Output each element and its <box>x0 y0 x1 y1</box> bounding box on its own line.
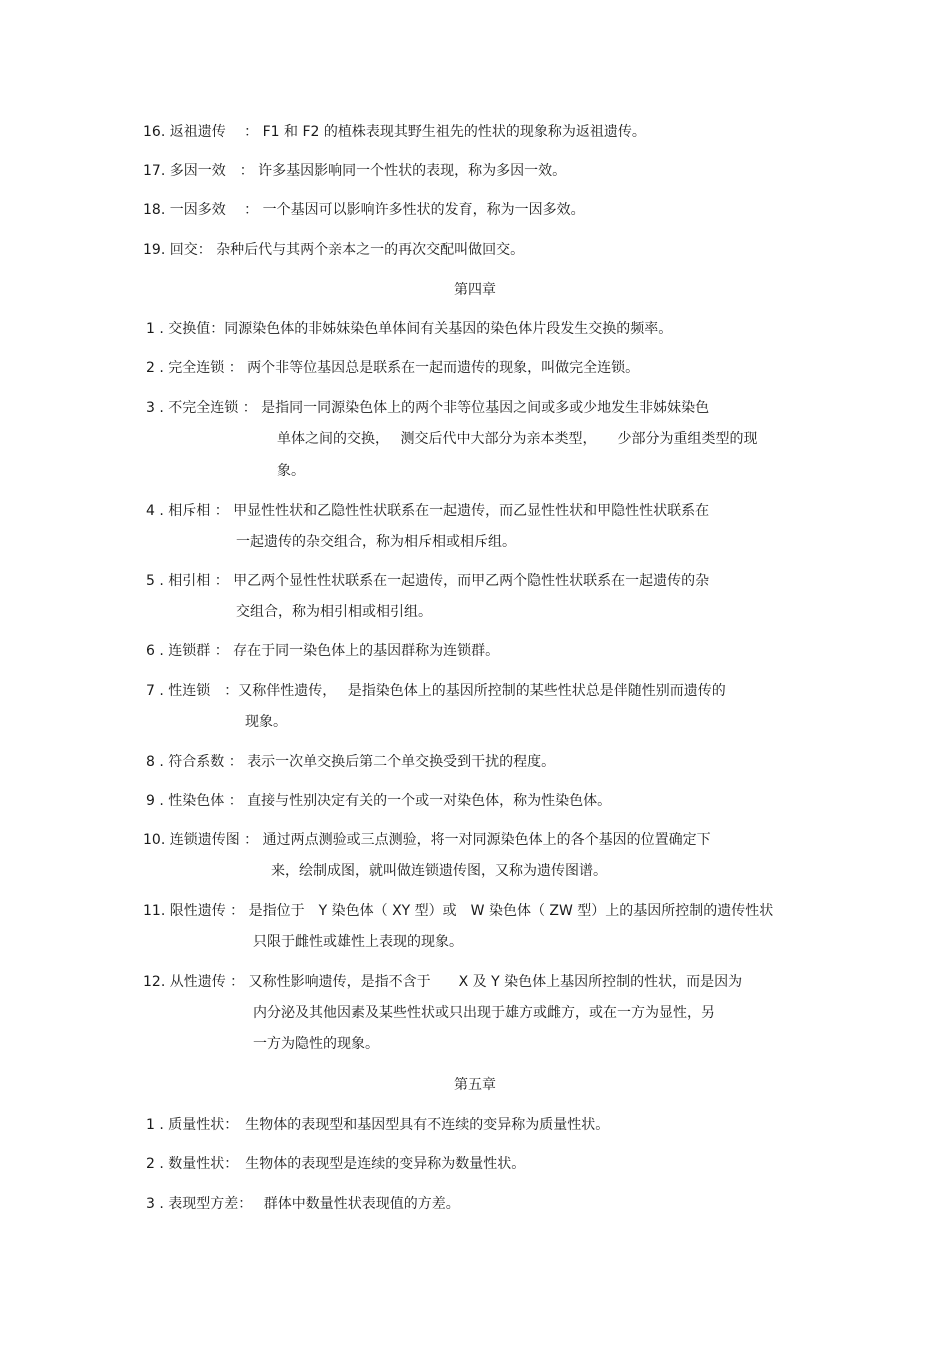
definition-19: 19. 回交： 杂种后代与其两个亲本之一的再次交配叫做回交。 <box>143 242 525 258</box>
ch4-item-12-line-2: 内分泌及其他因素及某些性状或只出现于雄方或雌方，或在一方为显性，另 <box>253 1005 715 1021</box>
ch5-item-1: 1 . 质量性状： 生物体的表现型和基因型具有不连续的变异称为质量性状。 <box>146 1117 610 1133</box>
definition-16: 16. 返祖遗传 ： F1 和 F2 的植株表现其野生祖先的性状的现象称为返祖遗传。 <box>143 124 646 140</box>
definition-17: 17. 多因一效 ： 许多基因影响同一个性状的表现，称为多因一效。 <box>143 163 567 179</box>
ch4-item-11-line-1: 11. 限性遗传 ： 是指位于 Y 染色体（ XY 型）或 W 染色体（ ZW 型）上的基因所控制的遗传性状 <box>143 903 774 919</box>
ch4-item-3-line-1: 3 . 不完全连锁 ： 是指同一同源染色体上的两个非等位基因之间或多或少地发生非姊妹染色 <box>146 400 710 416</box>
ch4-item-3-line-3: 象。 <box>277 463 305 479</box>
chapter-5-heading: 第五章 <box>454 1077 496 1093</box>
ch4-item-4-line-2: 一起遗传的杂交组合，称为相斥相或相斥组。 <box>236 534 516 550</box>
ch4-item-11-line-2: 只限于雌性或雄性上表现的现象。 <box>253 934 463 950</box>
ch4-item-1: 1 . 交换值：同源染色体的非姊妹染色单体间有关基因的染色体片段发生交换的频率。 <box>146 321 673 337</box>
ch4-item-12-line-3: 一方为隐性的现象。 <box>253 1036 379 1052</box>
ch4-item-9: 9 . 性染色体 ： 直接与性别决定有关的一个或一对染色体，称为性染色体。 <box>146 793 612 809</box>
ch4-item-7-line-1: 7 . 性连锁 ：又称伴性遗传， 是指染色体上的基因所控制的某些性状总是伴随性别而遗传的 <box>146 683 726 699</box>
ch4-item-12-line-1: 12. 从性遗传 ： 又称性影响遗传，是指不含于 X 及 Y 染色体上基因所控制的性状，而是因为 <box>143 974 743 990</box>
ch4-item-5-line-1: 5 . 相引相 ： 甲乙两个显性性状联系在一起遗传，而甲乙两个隐性性状联系在一起遗传的杂 <box>146 573 710 589</box>
ch4-item-5-line-2: 交组合，称为相引相或相引组。 <box>236 604 432 620</box>
ch4-item-10-line-1: 10. 连锁遗传图 ： 通过两点测验或三点测验，将一对同源染色体上的各个基因的位置确定下 <box>143 832 711 848</box>
ch4-item-10-line-2: 来，绘制成图，就叫做连锁遗传图，又称为遗传图谱。 <box>271 863 607 879</box>
definition-18: 18. 一因多效 ： 一个基因可以影响许多性状的发育，称为一因多效。 <box>143 202 585 218</box>
ch4-item-3-line-2: 单体之间的交换， 测交后代中大部分为亲本类型， 少部分为重组类型的现 <box>277 431 758 447</box>
ch4-item-7-line-2: 现象。 <box>245 714 287 730</box>
ch4-item-8: 8 . 符合系数 ： 表示一次单交换后第二个单交换受到干扰的程度。 <box>146 754 556 770</box>
ch4-item-6: 6 . 连锁群 ： 存在于同一染色体上的基因群称为连锁群。 <box>146 643 500 659</box>
ch4-item-2: 2 . 完全连锁 ： 两个非等位基因总是联系在一起而遗传的现象，叫做完全连锁。 <box>146 360 640 376</box>
ch4-item-4-line-1: 4 . 相斥相 ： 甲显性性状和乙隐性性状联系在一起遗传，而乙显性性状和甲隐性性状联系在 <box>146 503 710 519</box>
ch5-item-2: 2 . 数量性状： 生物体的表现型是连续的变异称为数量性状。 <box>146 1156 526 1172</box>
ch5-item-3: 3 . 表现型方差： 群体中数量性状表现值的方差。 <box>146 1196 460 1212</box>
chapter-4-heading: 第四章 <box>454 282 496 298</box>
